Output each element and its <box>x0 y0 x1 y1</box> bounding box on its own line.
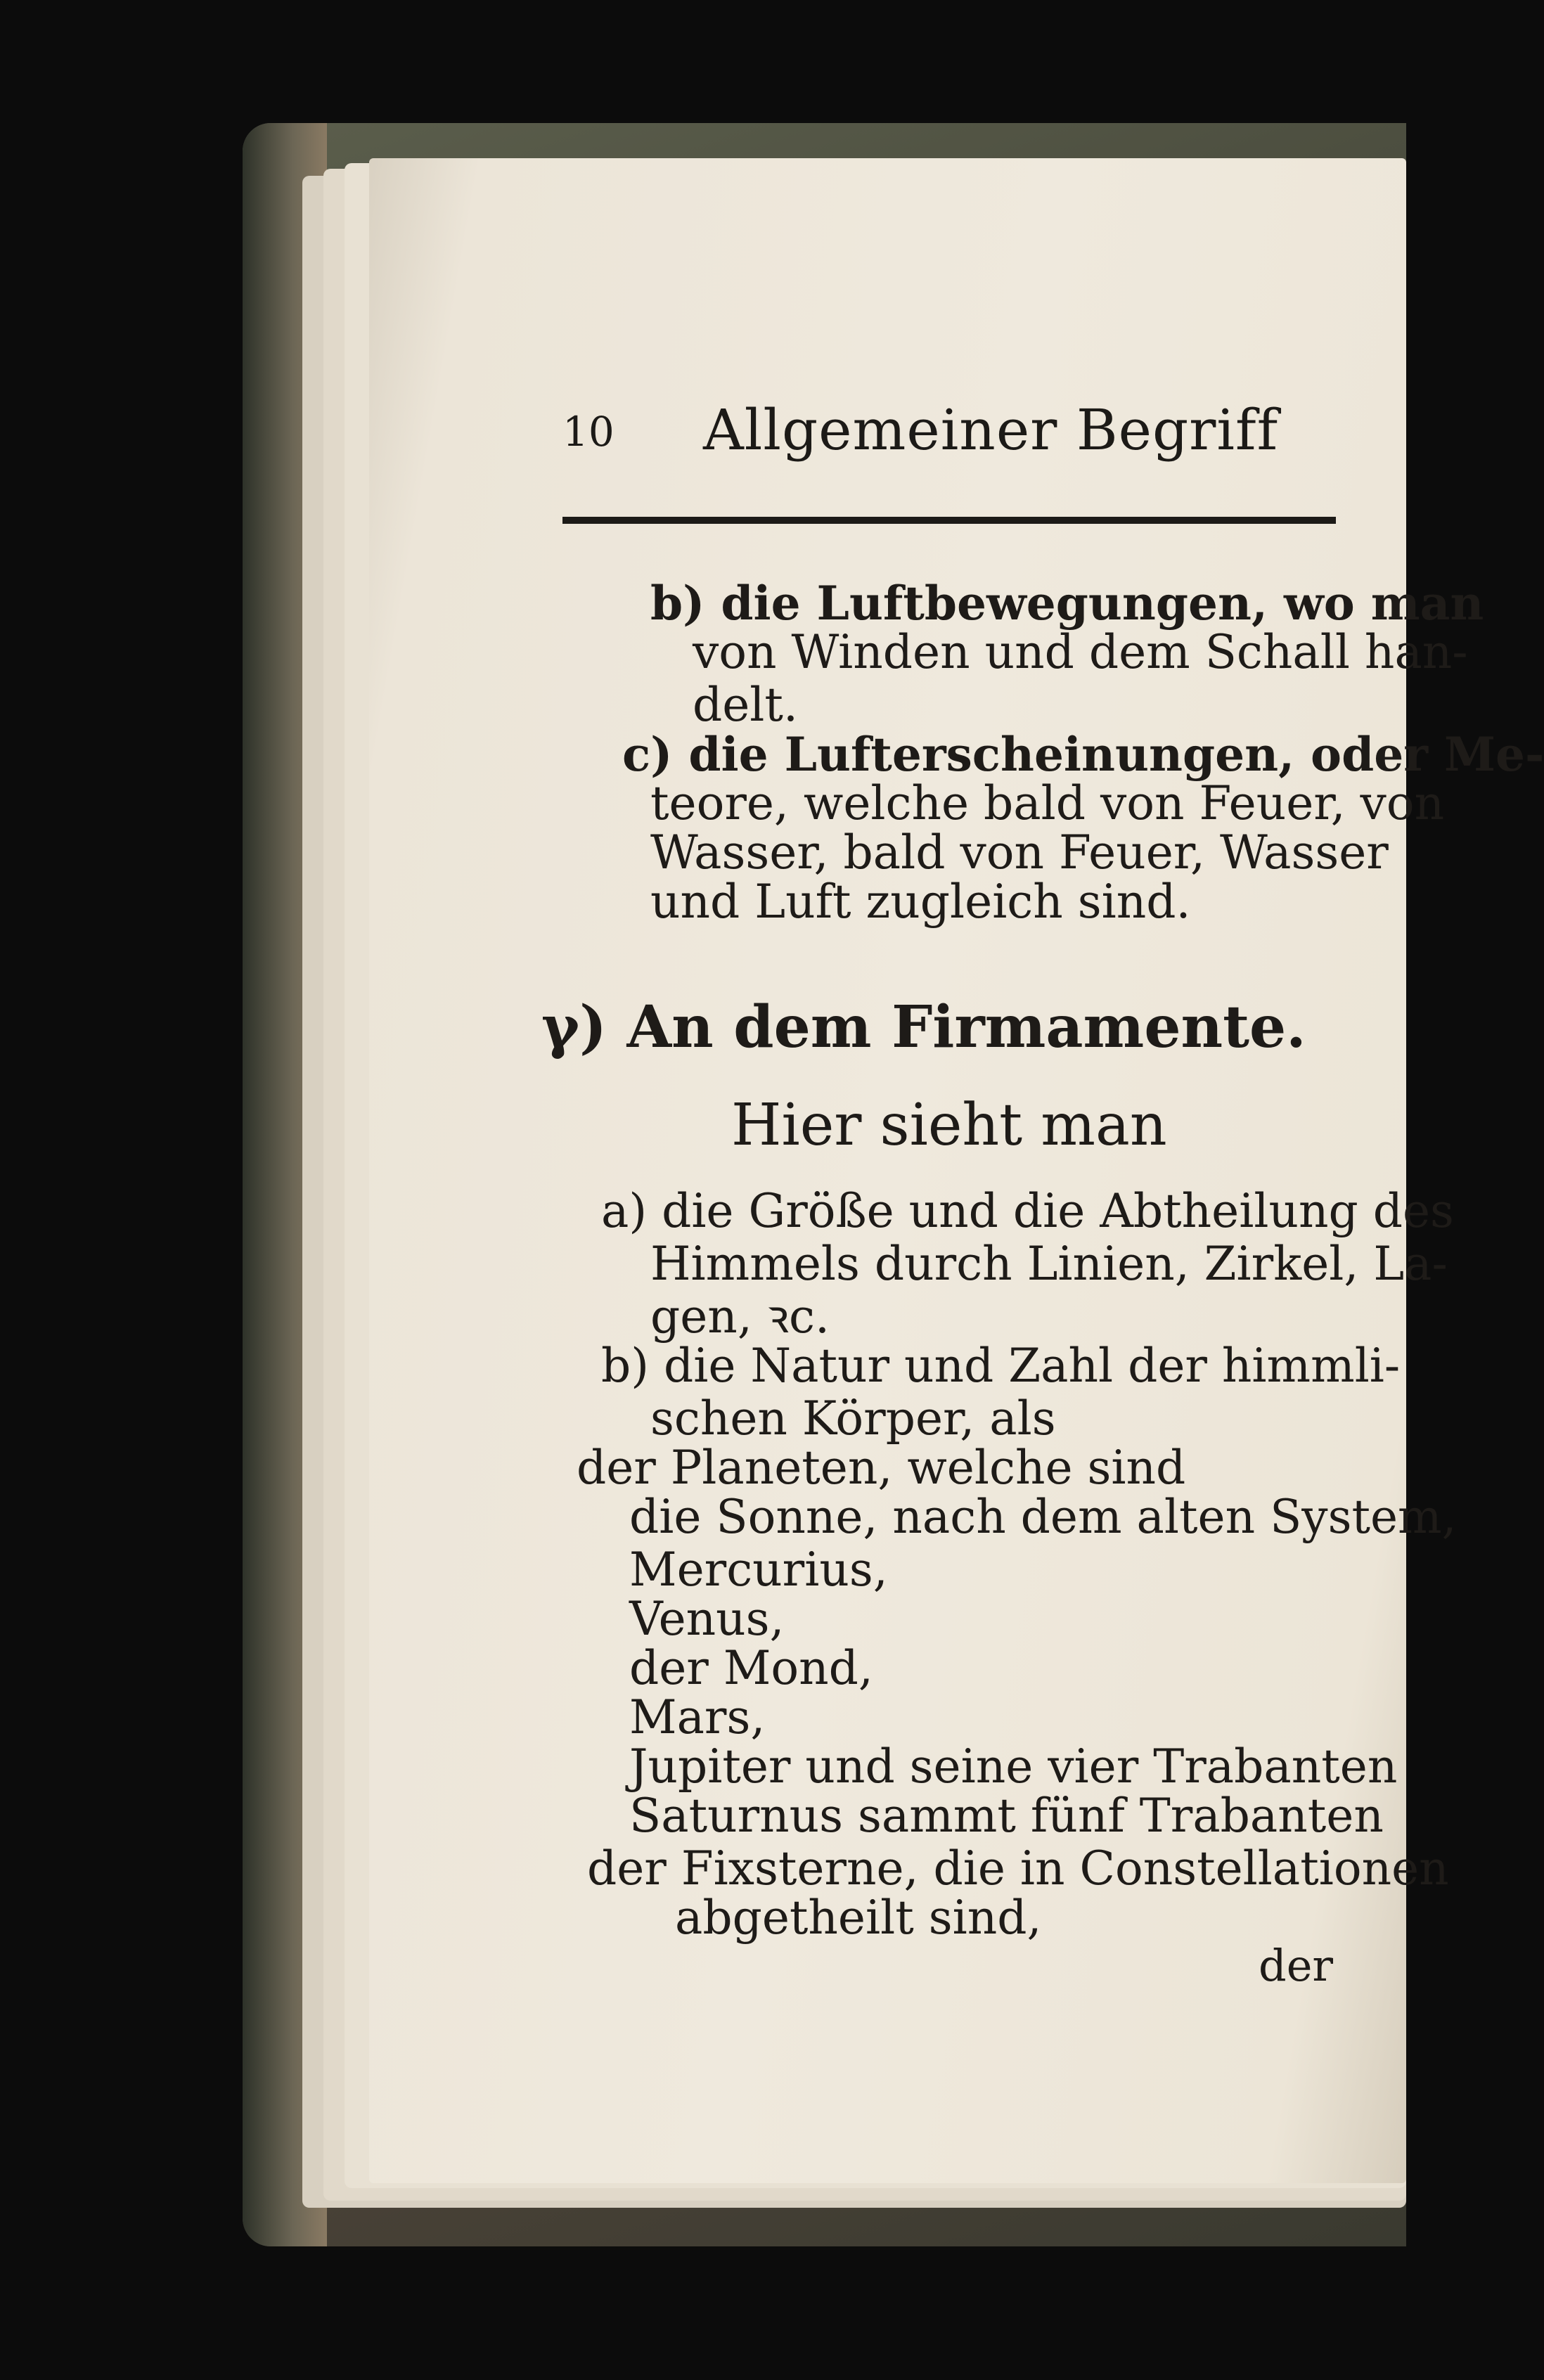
text-line: gen, ꝛc. <box>650 1289 830 1344</box>
text-line: Himmels durch Linien, Zirkel, La- <box>650 1237 1448 1291</box>
text-line: Mercurius, <box>629 1543 888 1597</box>
text-line: b) die Luftbewegungen, wo man <box>650 576 1484 631</box>
text-line: a) die Größe und die Abtheilung des <box>601 1184 1454 1238</box>
running-title: Allgemeiner Begriff <box>703 397 1279 463</box>
page-number: 10 <box>562 408 615 456</box>
text-line: Venus, <box>629 1592 785 1646</box>
text-line: von Winden und dem Schall han- <box>693 625 1468 679</box>
header-rule <box>562 517 1336 524</box>
catchword: der <box>1259 1940 1334 1991</box>
text-line: der Planeten, welche sind <box>577 1441 1186 1495</box>
text-line: und Luft zugleich sind. <box>650 875 1191 929</box>
text-line: Saturnus sammt fünf Trabanten <box>629 1789 1384 1843</box>
text-line: Wasser, bald von Feuer, Wasser <box>650 825 1389 880</box>
text-line: b) die Natur und Zahl der himmli- <box>601 1339 1401 1393</box>
subheading: Hier sieht man <box>731 1092 1167 1159</box>
text-line: die Sonne, nach dem alten System, <box>629 1490 1457 1544</box>
text-line: abgetheilt sind, <box>675 1891 1042 1945</box>
text-line: c) die Lufterscheinungen, oder Me- <box>622 727 1544 782</box>
text-line: schen Körper, als <box>650 1391 1056 1446</box>
section-heading: γ) An dem Firmamente. <box>541 993 1306 1061</box>
text-line: teore, welche bald von Feuer, von <box>650 776 1445 830</box>
text-line: der Mond, <box>629 1641 873 1695</box>
text-line: der Fixsterne, die in Constellationen <box>587 1841 1449 1896</box>
text-line: Mars, <box>629 1690 766 1744</box>
text-line: Jupiter und seine vier Trabanten <box>629 1739 1398 1794</box>
text-line: delt. <box>693 678 798 732</box>
